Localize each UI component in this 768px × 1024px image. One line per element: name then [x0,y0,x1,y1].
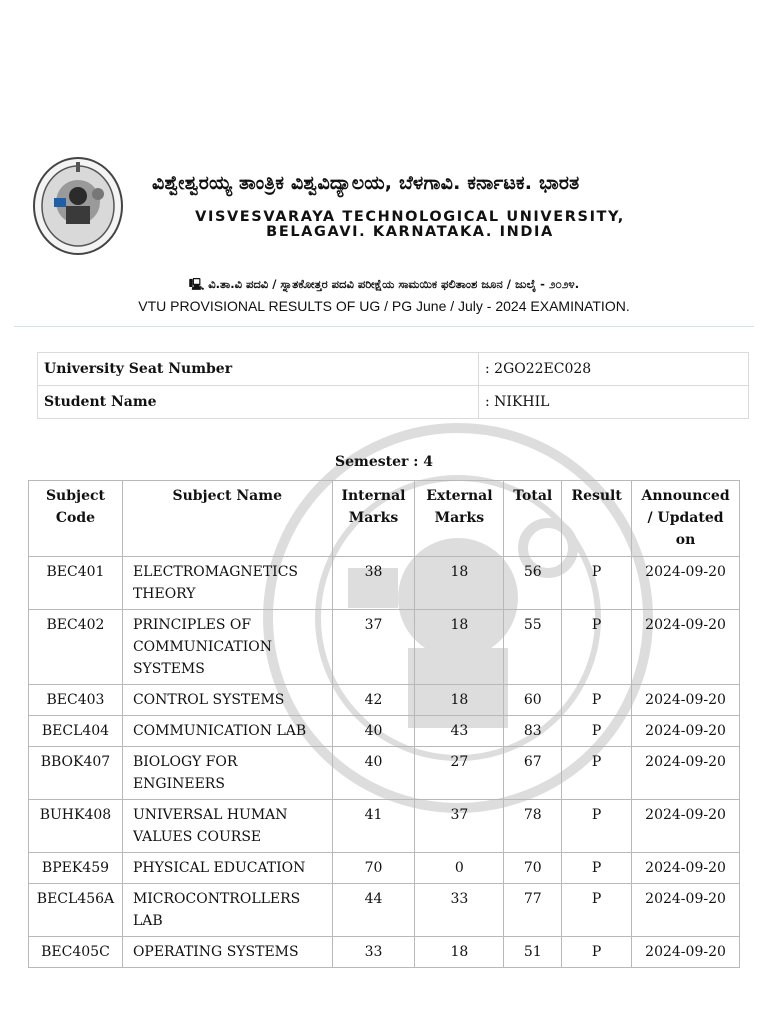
results-title-kannada [0,277,768,296]
student-name-label: Student Name [38,386,479,419]
result: P [562,557,632,610]
announced-date: 2024-09-20 [632,800,740,853]
internal-marks: 42 [332,685,415,716]
total-marks: 70 [504,853,562,884]
subject-name: COMMUNICATION LAB [122,716,332,747]
col-result: Result [562,481,632,557]
announced-date: 2024-09-20 [632,685,740,716]
col-subject-name: Subject Name [122,481,332,557]
announced-date: 2024-09-20 [632,853,740,884]
total-marks: 60 [504,685,562,716]
total-marks: 83 [504,716,562,747]
announced-date: 2024-09-20 [632,610,740,685]
subject-name: PHYSICAL EDUCATION [122,853,332,884]
results-table [28,480,740,968]
internal-marks: 70 [332,853,415,884]
subject-code: BEC405C [29,937,123,968]
university-name-kannada: ವಿಶ್ವೇಶ್ವರಯ್ಯ ತಾಂತ್ರಿಕ ವಿಶ್ವವಿದ್ಯಾಲಯ, ಬೆಳಗಾವಿ. ಕರ್ನಾಟಕ. ಭಾರತ [152,172,580,194]
col-total: Total [504,481,562,557]
table-row [29,610,740,685]
external-marks: 18 [415,557,504,610]
subject-name: OPERATING SYSTEMS [122,937,332,968]
results-header-row [29,481,740,557]
internal-marks: 41 [332,800,415,853]
student-name-row [38,386,749,419]
result: P [562,884,632,937]
results-title-kannada-text: ವಿ.ತಾ.ವಿ ಪದವಿ / ಸ್ನಾತಕೋತ್ತರ ಪದವಿ ಪರೀಕ್ಷೆಯ ಸಾಮಯಿಕ ಫಲಿತಾಂಶ ಜೂನ / ಜುಲೈ - ೨೦೨೪. [208,277,580,291]
university-name-english-line2: BELAGAVI. KARNATAKA. INDIA [266,224,554,240]
total-marks: 67 [504,747,562,800]
semester-heading: Semester : 4 [334,454,434,470]
subject-name: BIOLOGY FOR ENGINEERS [122,747,332,800]
table-row [29,747,740,800]
subject-code: BEC401 [29,557,123,610]
table-row [29,853,740,884]
subject-code: BEC403 [29,685,123,716]
external-marks: 43 [415,716,504,747]
subject-code: BUHK408 [29,800,123,853]
col-external-marks: External Marks [415,481,504,557]
announced-date: 2024-09-20 [632,557,740,610]
result: P [562,853,632,884]
subject-name: MICROCONTROLLERS LAB [122,884,332,937]
announced-date: 2024-09-20 [632,937,740,968]
subject-name: ELECTROMAGNETICS THEORY [122,557,332,610]
internal-marks: 40 [332,747,415,800]
university-name-english-line1: VISVESVARAYA TECHNOLOGICAL UNIVERSITY, [195,209,625,225]
result: P [562,937,632,968]
external-marks: 33 [415,884,504,937]
computer-icon: 🖳 [188,277,205,291]
student-name-value: : NIKHIL [479,386,749,419]
col-announced: Announced / Updated on [632,481,740,557]
announced-date: 2024-09-20 [632,716,740,747]
subject-code: BPEK459 [29,853,123,884]
total-marks: 77 [504,884,562,937]
result: P [562,610,632,685]
internal-marks: 44 [332,884,415,937]
subject-name: CONTROL SYSTEMS [122,685,332,716]
result: P [562,800,632,853]
subject-code: BECL456A [29,884,123,937]
internal-marks: 40 [332,716,415,747]
subject-name: UNIVERSAL HUMAN VALUES COURSE [122,800,332,853]
external-marks: 37 [415,800,504,853]
external-marks: 0 [415,853,504,884]
total-marks: 51 [504,937,562,968]
table-row [29,800,740,853]
usn-label: University Seat Number [38,353,479,386]
subject-code: BECL404 [29,716,123,747]
table-row [29,557,740,610]
internal-marks: 37 [332,610,415,685]
announced-date: 2024-09-20 [632,884,740,937]
header-divider [14,326,754,327]
col-internal-marks: Internal Marks [332,481,415,557]
subject-code: BEC402 [29,610,123,685]
total-marks: 55 [504,610,562,685]
result: P [562,747,632,800]
table-row [29,685,740,716]
page-header [0,150,768,330]
table-row [29,884,740,937]
result: P [562,716,632,747]
table-row [29,937,740,968]
usn-value: : 2GO22EC028 [479,353,749,386]
external-marks: 18 [415,685,504,716]
total-marks: 78 [504,800,562,853]
results-title-english: VTU PROVISIONAL RESULTS OF UG / PG June / July - 2024 EXAMINATION. [138,298,630,314]
table-row [29,716,740,747]
external-marks: 18 [415,937,504,968]
university-logo-icon [32,156,124,256]
col-subject-code: Subject Code [29,481,123,557]
external-marks: 18 [415,610,504,685]
student-info-table [37,352,749,419]
result: P [562,685,632,716]
subject-name: PRINCIPLES OF COMMUNICATION SYSTEMS [122,610,332,685]
total-marks: 56 [504,557,562,610]
subject-code: BBOK407 [29,747,123,800]
usn-row [38,353,749,386]
internal-marks: 38 [332,557,415,610]
internal-marks: 33 [332,937,415,968]
announced-date: 2024-09-20 [632,747,740,800]
external-marks: 27 [415,747,504,800]
